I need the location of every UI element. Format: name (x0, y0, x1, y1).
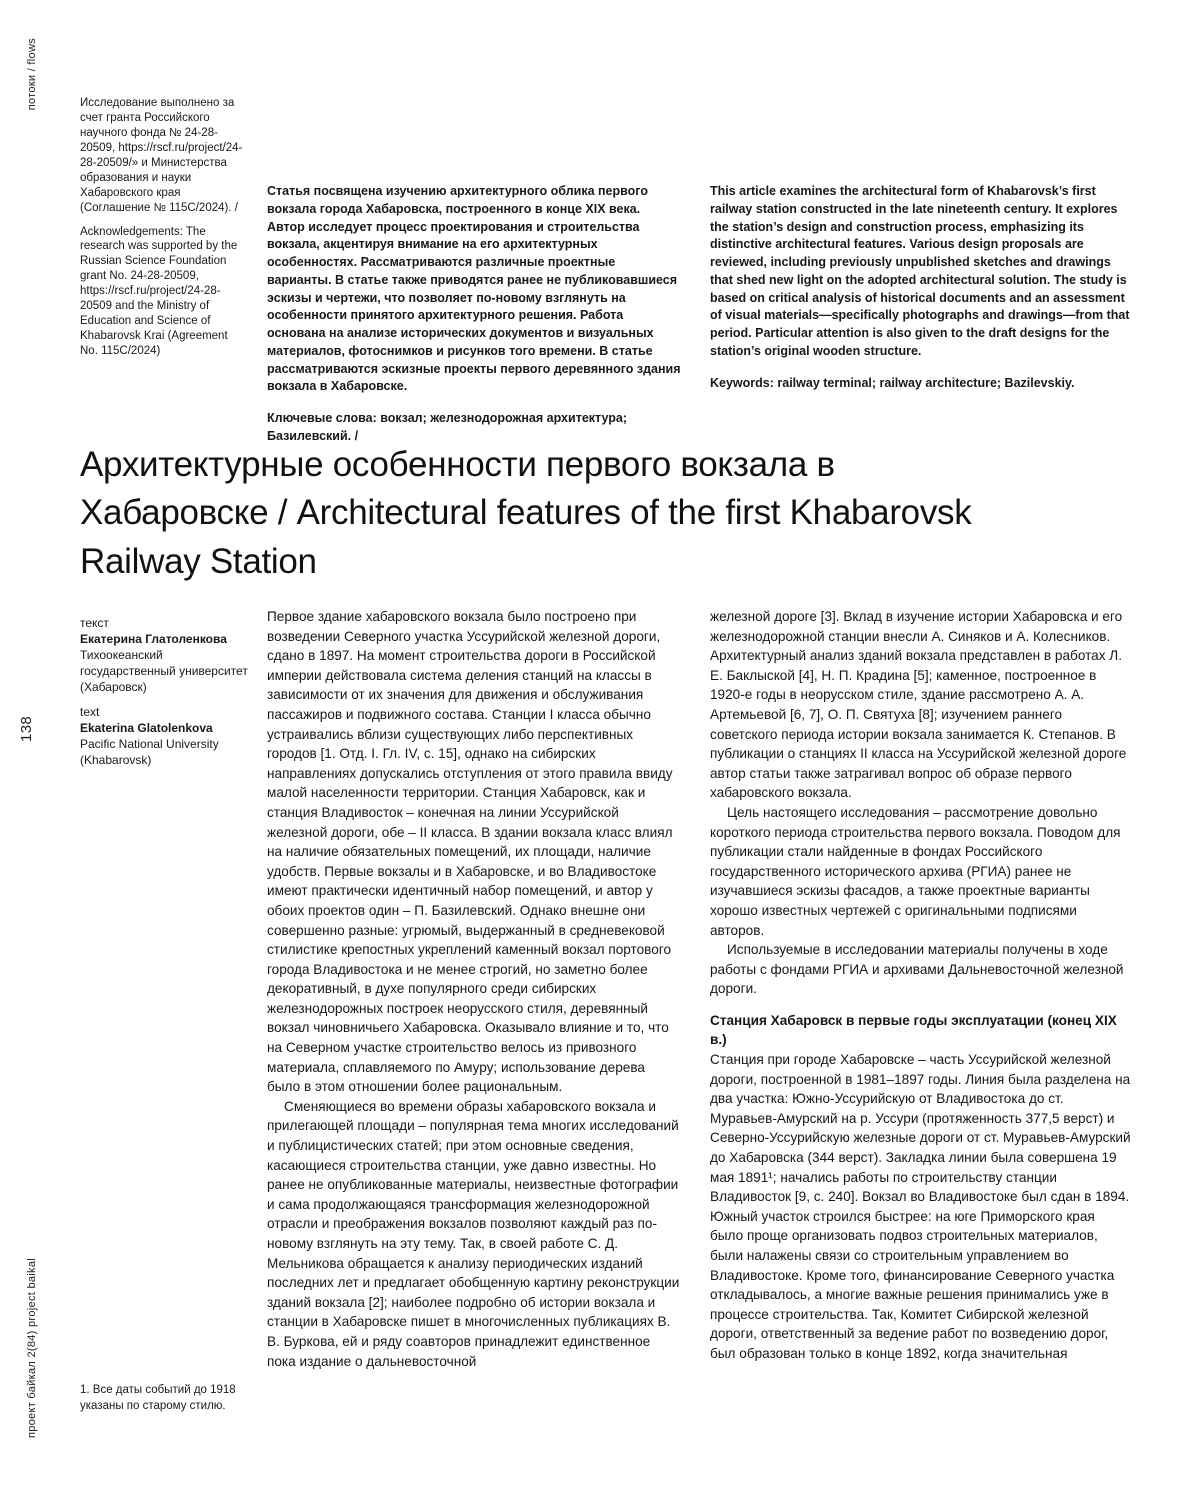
paragraph: Используемые в исследовании материалы получены в ходе работы с фондами РГИА и архивами Дальневосточной железной дороги. (710, 942, 1124, 997)
author-block (80, 616, 258, 769)
article-title: Архитектурные особенности первого вокзала в Хабаровске / Architectural features of the first Khabarovsk Railway Station (80, 445, 972, 581)
paragraph: Первое здание хабаровского вокзала было построено при возведении Северного участка Уссурийской железной дороги, сдано в 1897. На момент строительства дороги в Российской империи действовала система деления станций на классы в зависимости от их значения для движения и обслуживания пассажиров и подвижного состава. Станции I класса обычно устраивались вблизи существующих либо перспективных городов [1. Отд. I. Гл. IV, с. 15], однако на сибирских направлениях допускались отступления от этого правила ввиду малой населенности территории. Станция Хабаровск, как и станция Владивосток – конечная на линии Уссурийской железной дороги, обе – II класса. В здании вокзала класс влиял на наличие обязательных помещений, их площади, наличие удобств. Первые вокзалы и в Хабаровске, и во Владивостоке имеют практически идентичный набор помещений, и автор у обоих проектов один – П. Базилевский. Однако внешне они совершенно разные: угрюмый, выдержанный в средневековой стилистике крепостных укреплений каменный вокзал портового города Владивостока и не менее строгий, но заметно более декоративный, в духе популярного среди сибирских железнодорожных построек неорусского стиля, деревянный вокзал чиновничьего Хабаровска. Оказывало влияние и то, что на Северном участке строительство велось из привозного материала, сплавляемого по Амуру; использование дерева было в этом отношении более рациональным. (267, 609, 673, 1095)
paragraph: железной дороге [3]. Вклад в изучение истории Хабаровска и его железнодорожной станции внесли А. Синяков и А. Колесников. Архитектурный анализ зданий вокзала представлен в работах Л. Е. Баклыской [4], Н. П. Крадина [5]; каменное, построенное в 1920-е годы в неорусском стиле, здание рассмотрено А. А. Артемьевой [6, 7], О. П. Святуха [8]; изучением раннего советского периода истории вокзала занимается К. Степанов. В публикации о станциях II класса на Уссурийской железной дороге автор статьи также затрагивал вопрос об образе первого хабаровского вокзала. (710, 609, 1127, 801)
body-column-2 (710, 607, 1131, 1364)
acknowledgements-en: Acknowledgements: The research was supported by the Russian Science Foundation grant No. 24-28-20509, https://rscf.ru/project/24-28-20509 and the Ministry of Education and Science of Khabarovsk Krai (Agreement No. 115С/2024) (80, 225, 238, 357)
author-label-en: text (80, 704, 100, 719)
side-label-flows: потоки / flows (26, 38, 38, 111)
author-affiliation-en: Pacific National University (Khabarovsk) (80, 736, 219, 767)
side-label-journal: проект байкал 2(84) project baikal (26, 1258, 38, 1439)
page-number: 138 (18, 716, 35, 742)
author-name-en: Ekaterina Glatolenkova (80, 720, 213, 735)
abstract-russian-block (267, 183, 681, 446)
paragraph: Станция при городе Хабаровске – часть Уссурийской железной дороги, построенной в 1981–1897 годы. Линия была разделена на два участка: Южно-Уссурийскую от Владивостока до ст. Муравьев-Амурский на р. Уссури (протяженность 377,5 верст) и Северно-Уссурийскую железные дороги от ст. Муравьев-Амурский до Хабаровска (344 верст). Закладка линии была совершена 19 мая 1891¹; начались работы по строительству станции Владивосток [9, с. 240]. Вокзал во Владивостоке был сдан в 1894. Южный участок строился быстрее: на юге Приморского края было проще организовать подвоз строительных материалов, были налажены связи со строительным управлением во Владивостоке. Кроме того, финансирование Северного участка откладывалось, а многие важные решения принимались уже в процессе строительства. Так, Комитет Сибирской железной дороги, ответственный за ведение работ по возведению дорог, был образован только в конце 1892, когда значительная (710, 1052, 1131, 1361)
keywords-english: Keywords: railway terminal; railway architecture; Bazilevskiy. (710, 375, 1075, 390)
acknowledgements-ru: Исследование выполнено за счет гранта Российского научного фонда № 24-28-20509, https://rscf.ru/project/24-28-20509/» и Министерства образования и науки Хабаровского края (Соглашение № 115С/2024). / (80, 97, 243, 214)
footnote-block (80, 1382, 242, 1414)
keywords-russian: Ключевые слова: вокзал; железнодорожная архитектура; Базилевский. / (267, 411, 627, 443)
abstract-russian-text: Статья посвящена изучению архитектурного облика первого вокзала города Хабаровска, построенного в конце XIX века. Автор исследует процесс проектирования и строительства вокзала, акцентируя внимание на его архитектурных особенностях. Рассматриваются различные проектные варианты. В статье также приводятся ранее не публиковавшиеся эскизы и чертежи, что позволяет по-новому взглянуть на особенности принятого архитектурного решения. Работа основана на анализе исторических документов и визуальных материалов, фотоснимков и рисунков того времени. В статье рассматриваются эскизные проекты первого деревянного здания вокзала в Хабаровске. (267, 184, 681, 394)
abstract-english-text: This article examines the architectural form of Khabarovsk’s first railway station constructed in the late nineteenth century. It explores the station’s design and construction process, emphasizing its distinctive architectural features. Various design proposals are reviewed, including previously unpublished sketches and drawings that shed new light on the adopted architectural solution. The study is based on critical analysis of historical documents and an assessment of visual materials—specifically photographs and drawings—from that period. Particular attention is also given to the draft designs for the station’s original wooden structure. (710, 184, 1130, 358)
paragraph: Цель настоящего исследования – рассмотрение довольно короткого периода строительства первого вокзала. Поводом для публикации стали найденные в фондах Российского государственного исторического архива (РГИА) ранее не изучавшиеся эскизы фасадов, а также проектные варианты хорошо известных чертежей с оригинальными подписями авторов. (710, 804, 1121, 938)
body-column-1 (267, 607, 681, 1371)
author-name-ru: Екатерина Глатоленкова (80, 631, 227, 646)
acknowledgements-block (80, 96, 246, 359)
section-heading: Станция Хабаровск в первые годы эксплуатации (конец XIX в.) (710, 1012, 1117, 1048)
footnote-text: 1. Все даты событий до 1918 указаны по старому стилю. (80, 1384, 236, 1413)
author-label-ru: текст (80, 616, 109, 630)
paragraph: Сменяющиеся во времени образы хабаровского вокзала и прилегающей площади – популярная тема многих исследований и публицистических статей; при этом основные сведения, касающиеся строительства станции, уже давно известны. Но ранее не опубликованные материалы, неизвестные фотографии и сама продолжающаяся трансформация железнодорожной отрасли и преображения вокзалов позволяют каждый раз по-новому взглянуть на эту тему. Так, в своей работе С. Д. Мельникова обращается к анализу периодических изданий последних лет и предлагает обобщенную картину реконструкции зданий вокзала [2]; наиболее подробно об истории вокзала и станции в Хабаровске пишет в многочисленных публикациях В. В. Буркова, ей и ряду соавторов принадлежит единственное пока издание о дальневосточной (267, 1098, 680, 1369)
abstract-english-block (710, 183, 1132, 392)
author-affiliation-ru: Тихоокеанский государственный университет (Хабаровск) (80, 647, 248, 694)
